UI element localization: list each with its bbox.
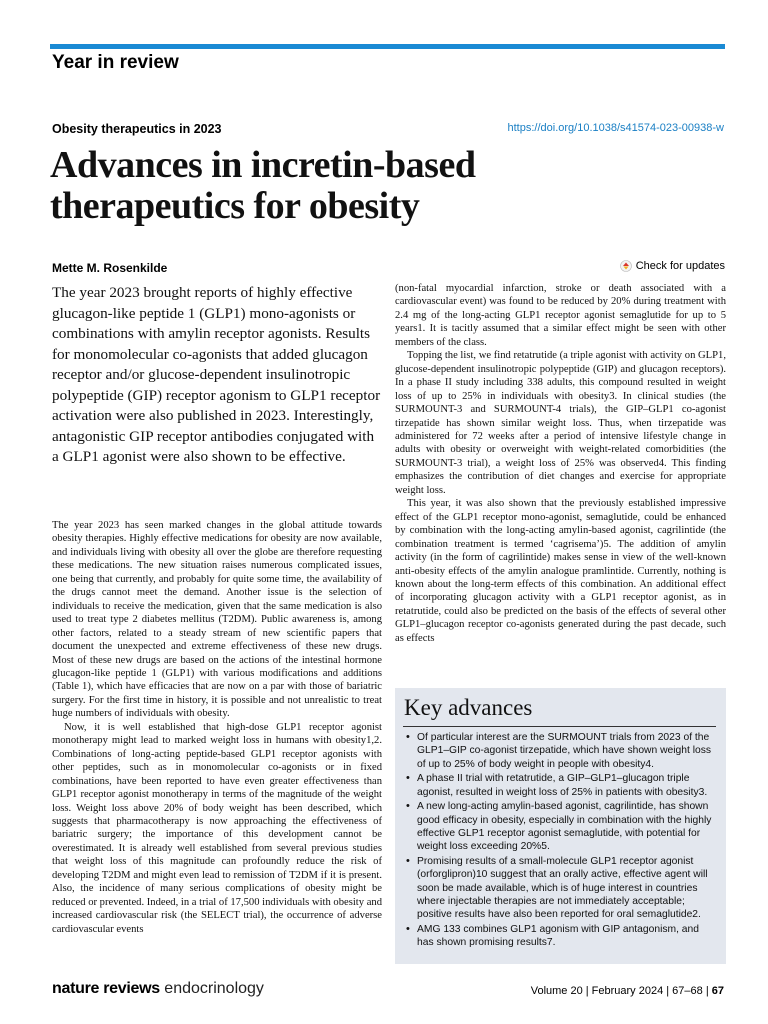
key-advances-list: [403, 731, 716, 950]
body-paragraph: Topping the list, we find retatrutide (a triple agonist with activity on GLP1, glucose-dependent insulinotropic polypeptide (GIP) and glucagon receptors). In a phase II study including 338 adults, this compound resulted in weight loss of up to 25% in individuals with obesity3. In clinical studies (the SURMOUNT-3 and SURMOUNT-4 trials), the GIP–GLP1 co-agonist tirzepatide has shown similar weight loss. Thus, when tirzepatide was administered for 72 weeks after a period of intensive lifestyle change in adults with obesity or overweight with weight-related comorbidities (the SURMOUNT-3 trial), a weight loss of 25% was observed4. This finding emphasizes the contribution of diet changes and exercise for appropriate weight loss.: [395, 350, 726, 496]
article-title: Advances in incretin-based therapeutics for obesity: [50, 144, 476, 227]
key-advances-box: [395, 688, 726, 964]
key-advance-item: • Promising results of a small-molecule GLP1 receptor agonist (orforglipron)10 suggest that an orally active, effective agent will soon be made available, which is of huge interest in countries where injectable therapies are not immediately acceptable; positive results have also been reported for oral semaglutide2.: [403, 855, 716, 921]
key-advances-divider: [403, 726, 716, 727]
journal-logo-bold: nature reviews: [52, 980, 160, 997]
body-paragraph: The year 2023 has seen marked changes in the global attitude towards obesity therapies. Highly effective medications for obesity are now available, and individuals living with obesity all over the globe are therefore requesting these medications. The new situation raises numerous complicated issues, one being that currently, and probably for quite some time, the availability of the drugs cannot meet the demand. Another issue is the selection of individuals to receive the medication, given that the same medication is also used to treat type 2 diabetes mellitus (T2DM). Public awareness is, among other factors, related to a steady stream of new scientific papers that document the unexpected and extreme effectiveness of these new drugs. Most of these new drugs are based on the actions of the intestinal hormone glucagon-like peptide 1 (GLP1) with various modifications and additions (Table 1), which have efficacies that are now on a par with those of bariatric surgery. For the first time in history, it is possible and not unrealistic to treat huge numbers of individuals with obesity.: [52, 520, 382, 720]
header-accent-bar: [50, 44, 725, 49]
article-kicker: Obesity therapeutics in 2023: [52, 122, 222, 136]
body-column-left: [52, 519, 382, 936]
issue-info: [531, 985, 724, 997]
section-title: Year in review: [52, 52, 179, 73]
body-paragraph: This year, it was also shown that the previously established impressive effect of the GLP1 receptor mono-agonist, semaglutide, could be enhanced by combination with the long-acting amylin-based agonist, cagrilintide (the combination treatment is termed ‘cagrisema’)5. The addition of amylin activity (in the form of cagrilintide) makes sense in view of the well-known anti-obesity effects of the amylin analogue pramlintide. Currently, nothing is known about the long-term effects of this combination. An additional effect of incorporating glucagon activity with a GLP1 receptor agonist, as in retatrutide, could also be predicted on the basis of the effects of several other GLP1–glucagon receptor co-agonists generated during the past decade, such as effects: [395, 498, 726, 644]
key-advance-item: • A phase II trial with retatrutide, a GIP–GLP1–glucagon triple agonist, resulted in weight loss of 25% in patients with obesity3.: [403, 772, 716, 799]
doi-link[interactable]: https://doi.org/10.1038/s41574-023-00938-w: [507, 122, 724, 134]
key-advance-item: • AMG 133 combines GLP1 agonism with GIP antagonism, and has shown promising results7.: [403, 923, 716, 950]
standfirst: The year 2023 brought reports of highly effective glucagon-like peptide 1 (GLP1) mono-agonists or combinations with amylin receptor agonists. Results for monomolecular co-agonists that added glucagon receptor and/or glucose-dependent insulinotropic polypeptide (GIP) receptor agonism to GLP1 receptor activation were also published in 2023. Interestingly, antagonistic GIP receptor antibodies conjugated with a GLP1 agonist were also shown to be effective.: [52, 284, 381, 465]
page-number: 67: [711, 985, 724, 997]
journal-logo-light: endocrinology: [159, 980, 264, 997]
body-paragraph: (non-fatal myocardial infarction, stroke or death associated with a cardiovascular event) was found to be reduced by 20% during treatment with 2.4 mg of the long-acting GLP1 receptor agonist semaglutide for up to 5 years1. It is tacitly assumed that a similar effect might be seen with other members of the class.: [395, 283, 726, 348]
journal-logo: [52, 980, 264, 998]
check-for-updates-button[interactable]: [620, 260, 725, 272]
key-advance-item: • Of particular interest are the SURMOUNT trials from 2023 of the GLP1–GIP co-agonist tirzepatide, which have shown weight loss of up to 25% of body weight in people with obesity4.: [403, 731, 716, 771]
key-advances-title: Key advances: [404, 695, 533, 720]
body-paragraph: Now, it is well established that high-dose GLP1 receptor agonist monotherapy might lead to marked weight loss in humans with obesity1,2. Combinations of long-acting peptide-based GLP1 receptor agonists with other peptides, such as in monomolecular co-agonists or in fixed combinations, have been reported to have even greater effectiveness than GLP1 receptor agonist monotherapy in terms of the magnitude of the weight loss. Weight loss above 20% of body weight has been described, which suggests that pharmacotherapy is now approaching the effectiveness of bariatric surgery; the importance of this development cannot be overestimated. It is already well established from several previous studies that weight loss of this magnitude can profoundly reduce the risk of developing T2DM and might even lead to remission of T2DM if it is present. Also, the incidence of many serious complications of obesity might be reduced or prevented. Indeed, in a trial of 17,500 individuals with obesity and increased cardiovascular risk (the SELECT trial), the occurrence of adverse cardiovascular events: [52, 721, 382, 935]
check-for-updates-label: Check for updates: [635, 260, 725, 272]
key-advance-item: • A new long-acting amylin-based agonist, cagrilintide, has shown good efficacy in obesity, especially in combination with the highly effective GLP1 receptor agonist semaglutide, with potential for weight loss exceeding 20%5.: [403, 800, 716, 853]
body-column-right: [395, 282, 726, 645]
issue-meta: Volume 20 | February 2024 | 67–68 |: [530, 985, 712, 997]
check-for-updates-icon: [620, 260, 632, 272]
author-name: Mette M. Rosenkilde: [52, 261, 168, 275]
